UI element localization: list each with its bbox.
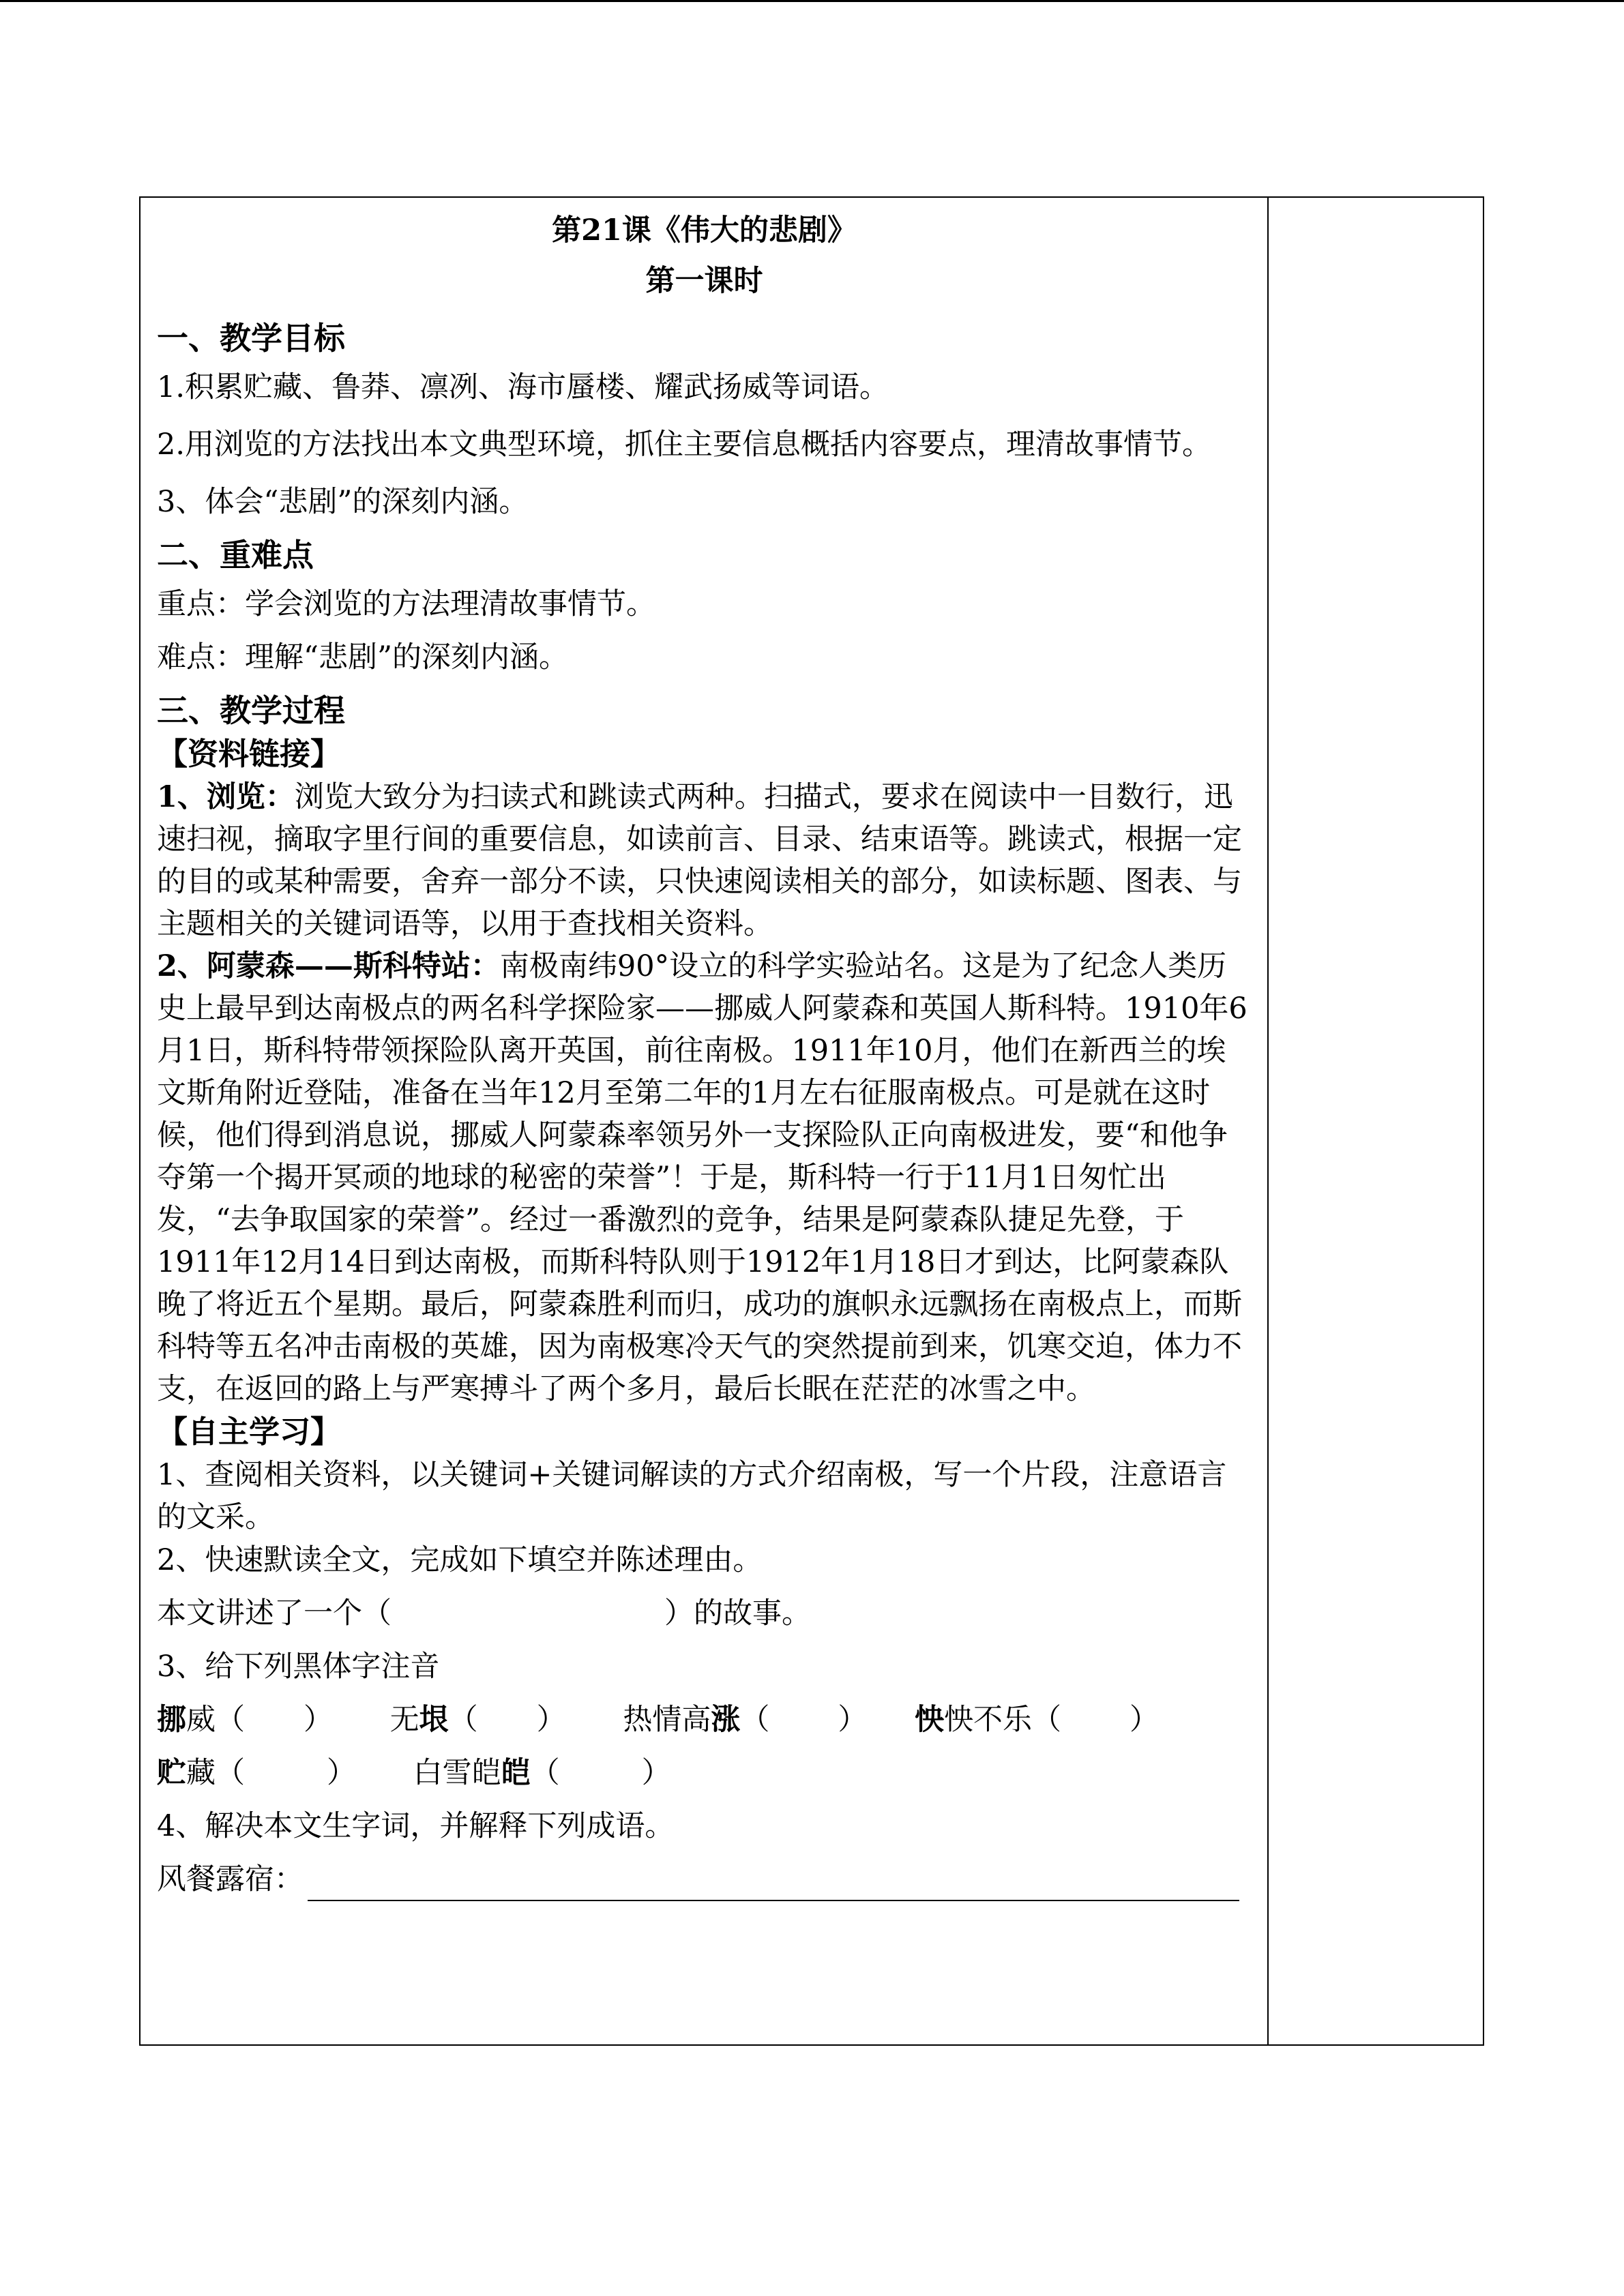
goal-item: 1.积累贮藏、鲁莽、凛冽、海市蜃楼、耀武扬威等词语。 bbox=[157, 370, 889, 404]
pinyin-row-2: 贮藏（ ） 白雪皑皑（ ） bbox=[157, 1756, 671, 1790]
lesson-title: 第21课《伟大的悲剧》 bbox=[552, 213, 857, 248]
goal-item: 2.用浏览的方法找出本文典型环境，抓住主要信息概括内容要点，理清故事情节。 bbox=[157, 428, 1212, 462]
self-study-question-1: 1、查阅相关资料，以关键词+关键词解读的方式介绍南极，写一个片段，注意语言的文采。 bbox=[157, 1458, 1227, 1534]
fill-in-blank-sentence: 本文讲述了一个（ ）的故事。 bbox=[157, 1596, 811, 1630]
section-heading-key-points: 二、重难点 bbox=[157, 537, 314, 573]
answer-line[interactable] bbox=[308, 1868, 1239, 1901]
lesson-content bbox=[157, 205, 1252, 1901]
key-point: 重点：学会浏览的方法理清故事情节。 bbox=[157, 587, 655, 621]
difficult-point: 难点：理解“悲剧”的深刻内涵。 bbox=[157, 640, 568, 674]
idiom-label: 风餐露宿： bbox=[157, 1862, 304, 1896]
goal-item: 3、体会“悲剧”的深刻内涵。 bbox=[157, 485, 529, 519]
resource-link-heading: 【资料链接】 bbox=[157, 736, 342, 772]
resource-item-text: 浏览大致分为扫读式和跳读式两种。扫描式，要求在阅读中一目数行，迅速扫视，摘取字里行间的重要信息，如读前言、目录、结束语等。跳读式，根据一定的目的或某种需要，舍弃一部分不读，只快速阅读相关的部分，如读标题、图表、与主题相关的关键词语等，以用于查找相关资料。 bbox=[157, 780, 1242, 941]
pinyin-row-1: 挪威（ ） 无垠（ ） 热情高涨（ ） 怏怏不乐（ ） bbox=[157, 1703, 1160, 1737]
section-heading-process: 三、教学过程 bbox=[157, 692, 345, 729]
self-study-question-4: 4、解决本文生字词，并解释下列成语。 bbox=[157, 1809, 675, 1843]
section-heading-goals: 一、教学目标 bbox=[157, 320, 345, 357]
top-border-line bbox=[0, 0, 1624, 2]
resource-item-station bbox=[157, 945, 1252, 1410]
resource-item-label: 1、浏览： bbox=[157, 780, 295, 814]
resource-item-label: 2、阿蒙森——斯科特站： bbox=[157, 949, 500, 983]
notes-column-divider bbox=[1267, 196, 1269, 2046]
resource-item-text: 南极南纬90°设立的科学实验站名。这是为了纪念人类历史上最早到达南极点的两名科学探险家——挪威人阿蒙森和英国人斯科特。1910年6月1日，斯科特带领探险队离开英国，前往南极。1911年10月，他们在新西兰的埃文斯角附近登陆，准备在当年12月至第二年的1月左右征服南极点。可是就在这时候，他们得到消息说，挪威人阿蒙森率领另外一支探险队正向南极进发，要“和他争夺第一个揭开冥顽的地球的秘密的荣誉”！于是，斯科特一行于11月1日匆忙出发，“去争取国家的荣誉”。经过一番激烈的竞争，结果是阿蒙森队捷足先登，于1911年12月14日到达南极，而斯科特队则于1912年1月18日才到达，比阿蒙森队晚了将近五个星期。最后，阿蒙森胜利而归，成功的旗帜永远飘扬在南极点上，而斯科特等五名冲击南极的英雄，因为南极寒冷天气的突然提前到来，饥寒交迫，体力不支，在返回的路上与严寒搏斗了两个多月，最后长眠在茫茫的冰雪之中。 bbox=[157, 949, 1247, 1406]
lesson-subtitle: 第一课时 bbox=[645, 264, 763, 298]
self-study-question-2: 2、快速默读全文，完成如下填空并陈述理由。 bbox=[157, 1543, 763, 1577]
self-study-question-3: 3、给下列黑体字注音 bbox=[157, 1650, 440, 1684]
idiom-answer-row bbox=[157, 1858, 1252, 1901]
self-study-heading: 【自主学习】 bbox=[157, 1414, 342, 1450]
resource-item-browse bbox=[157, 776, 1252, 945]
